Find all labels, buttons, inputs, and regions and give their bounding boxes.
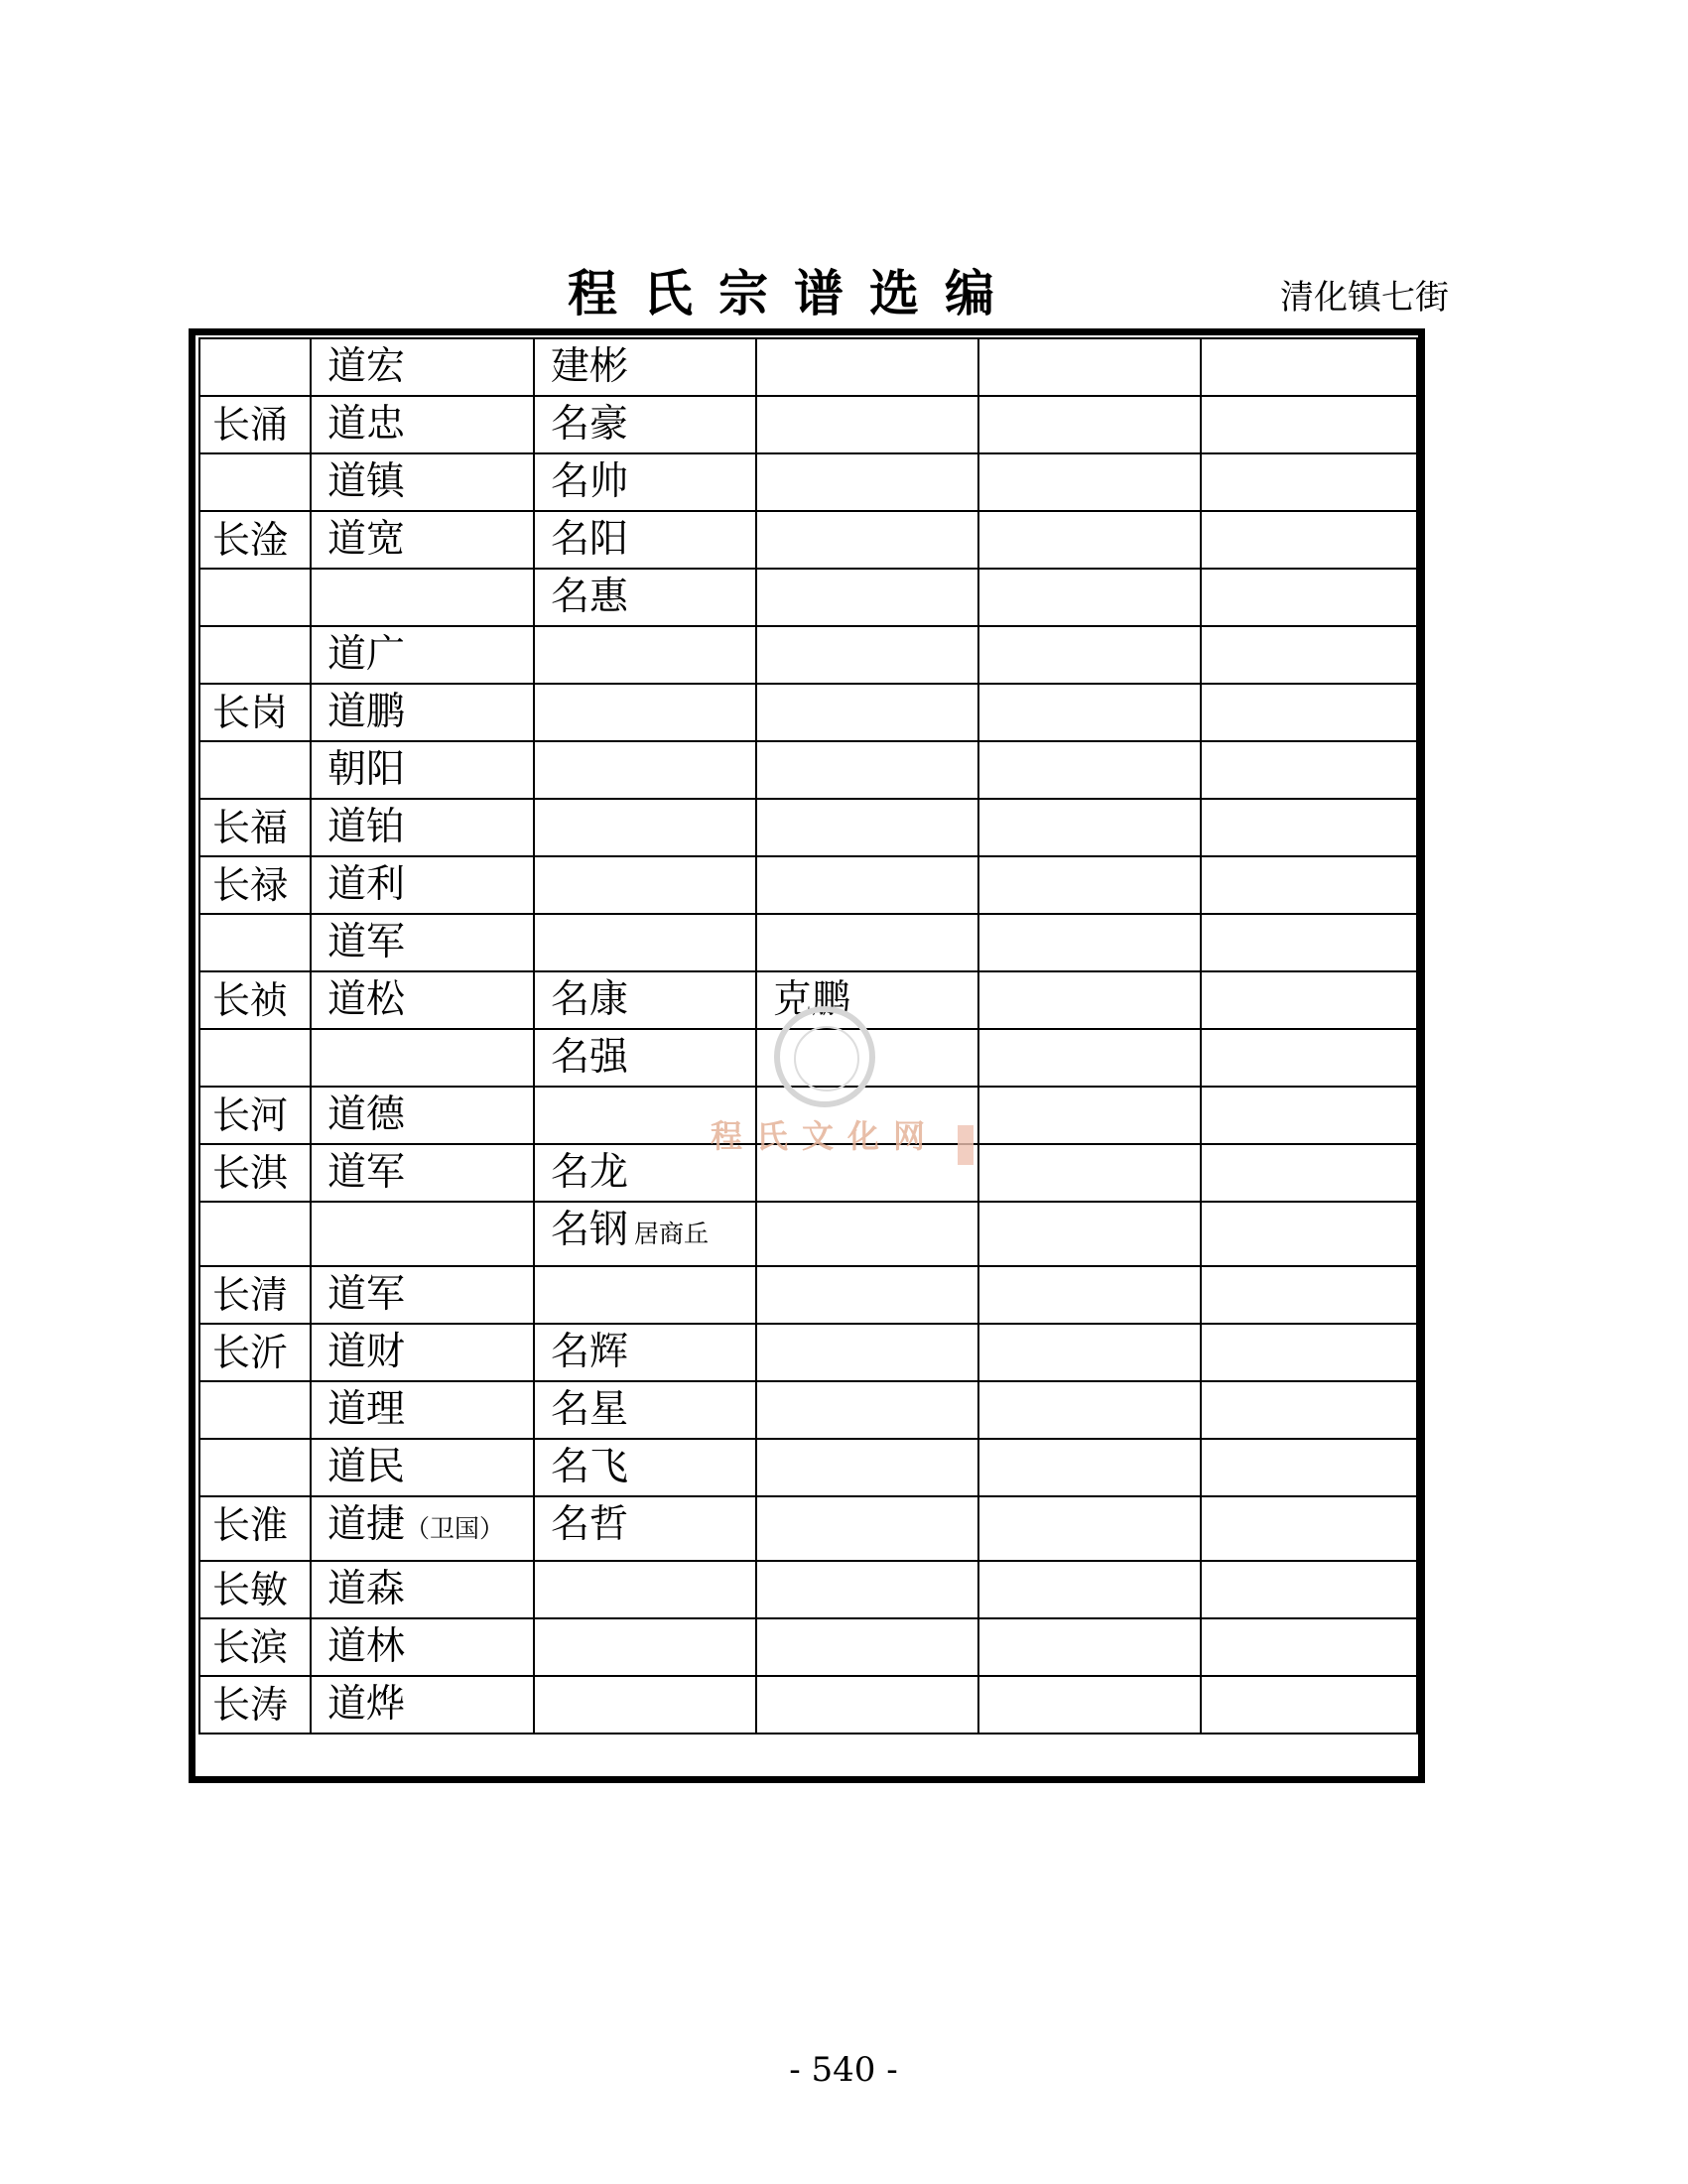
residence-note: 居商丘 — [634, 1220, 710, 1248]
table-row — [199, 1202, 1417, 1266]
table-cell — [1201, 1561, 1417, 1618]
table-cell — [756, 914, 978, 971]
table-cell — [534, 338, 756, 396]
elder-name: 长禄 — [212, 863, 289, 907]
table-cell — [756, 1381, 978, 1439]
table-cell — [978, 1439, 1201, 1496]
descendant-name: 道军 — [327, 920, 406, 964]
page-title: 程氏宗谱选编 — [568, 264, 1020, 322]
table-cell — [1201, 1618, 1417, 1676]
elder-name: 长涛 — [212, 1683, 289, 1727]
table-cell — [311, 569, 534, 626]
table-cell — [534, 626, 756, 684]
table-cell — [534, 1496, 756, 1561]
table-row — [199, 684, 1417, 741]
descendant-name: 道军 — [327, 1150, 406, 1195]
table-cell — [199, 1029, 311, 1087]
table-row — [199, 1618, 1417, 1676]
table-cell — [1201, 684, 1417, 741]
table-row — [199, 1676, 1417, 1734]
table-row — [199, 1324, 1417, 1381]
elder-name: 长清 — [212, 1273, 289, 1317]
table-cell — [199, 1439, 311, 1496]
table-cell — [311, 741, 534, 799]
table-cell — [756, 1202, 978, 1266]
table-cell — [756, 856, 978, 914]
table-cell — [1201, 338, 1417, 396]
table-cell — [978, 684, 1201, 741]
table-cell — [311, 1618, 534, 1676]
descendant-name: 道铂 — [327, 805, 406, 849]
table-cell — [534, 569, 756, 626]
elder-name: 长河 — [212, 1093, 289, 1137]
table-cell — [534, 1324, 756, 1381]
table-cell — [199, 1496, 311, 1561]
table-cell — [978, 1496, 1201, 1561]
table-cell — [199, 1266, 311, 1324]
descendant-name: 名康 — [551, 977, 629, 1022]
table-cell — [978, 338, 1201, 396]
table-cell — [199, 338, 311, 396]
table-cell — [534, 1561, 756, 1618]
table-cell — [1201, 914, 1417, 971]
table-cell — [311, 914, 534, 971]
table-cell — [534, 799, 756, 856]
descendant-name: 名星 — [551, 1387, 629, 1432]
table-cell — [199, 741, 311, 799]
elder-name: 长滨 — [212, 1625, 289, 1669]
table-cell — [1201, 856, 1417, 914]
descendant-name: 道德 — [327, 1092, 406, 1137]
table-cell — [1201, 1381, 1417, 1439]
table-cell — [1201, 511, 1417, 569]
table-row — [199, 799, 1417, 856]
table-cell — [534, 453, 756, 511]
table-cell — [199, 1144, 311, 1202]
table-cell — [199, 626, 311, 684]
table-cell — [534, 396, 756, 453]
table-cell — [978, 1618, 1201, 1676]
table-cell — [534, 684, 756, 741]
table-cell — [756, 1266, 978, 1324]
table-cell — [199, 1561, 311, 1618]
table-cell — [311, 856, 534, 914]
table-cell — [199, 569, 311, 626]
table-cell — [978, 971, 1201, 1029]
table-cell — [978, 1029, 1201, 1087]
table-cell — [978, 1676, 1201, 1734]
elder-name: 长淦 — [212, 518, 289, 562]
table-cell — [534, 1029, 756, 1087]
table-row — [199, 396, 1417, 453]
table-cell — [199, 1381, 311, 1439]
descendant-name: 道宽 — [327, 517, 406, 562]
table-cell — [1201, 396, 1417, 453]
table-cell — [199, 799, 311, 856]
table-cell — [1201, 1202, 1417, 1266]
table-cell — [311, 971, 534, 1029]
red-stamp — [958, 1125, 974, 1165]
descendant-name: 名哲 — [551, 1502, 629, 1547]
table-cell — [1201, 971, 1417, 1029]
table-row — [199, 626, 1417, 684]
descendant-name: 道财 — [327, 1330, 406, 1374]
elder-name: 长祯 — [212, 978, 289, 1022]
table-row — [199, 914, 1417, 971]
descendant-name: 朝阳 — [327, 747, 406, 792]
table-cell — [978, 856, 1201, 914]
descendant-name: 建彬 — [551, 344, 629, 389]
table-cell — [311, 1561, 534, 1618]
table-cell — [311, 1029, 534, 1087]
table-cell — [311, 1202, 534, 1266]
descendant-name: 名钢 — [551, 1208, 629, 1252]
table-row — [199, 511, 1417, 569]
elder-name: 长福 — [212, 806, 289, 849]
table-cell — [1201, 1266, 1417, 1324]
elder-name: 长岗 — [212, 691, 289, 734]
elder-name: 长涌 — [212, 403, 289, 447]
descendant-name: 道森 — [327, 1567, 406, 1611]
descendant-name: 名阳 — [551, 517, 629, 562]
table-cell — [311, 1676, 534, 1734]
table-cell — [1201, 569, 1417, 626]
descendant-name: 名帅 — [551, 459, 629, 504]
table-cell — [534, 1266, 756, 1324]
alias-note: （卫国） — [405, 1514, 505, 1543]
elder-name: 长淇 — [212, 1151, 289, 1195]
table-cell — [311, 1439, 534, 1496]
table-cell — [311, 1266, 534, 1324]
page-number: - 540 - — [789, 2050, 898, 2090]
table-cell — [534, 1381, 756, 1439]
descendant-name: 道宏 — [327, 344, 406, 389]
table-cell — [1201, 1324, 1417, 1381]
table-cell — [199, 511, 311, 569]
table-cell — [978, 396, 1201, 453]
table-cell — [978, 1144, 1201, 1202]
table-cell — [978, 914, 1201, 971]
table-cell — [1201, 1676, 1417, 1734]
table-cell — [756, 1561, 978, 1618]
table-cell — [199, 856, 311, 914]
table-cell — [756, 799, 978, 856]
descendant-name: 名强 — [551, 1035, 629, 1080]
table-cell — [311, 1144, 534, 1202]
table-cell — [978, 569, 1201, 626]
descendant-name: 道军 — [327, 1272, 406, 1317]
descendant-name: 道忠 — [327, 402, 406, 447]
table-cell — [978, 1561, 1201, 1618]
table-cell — [978, 1324, 1201, 1381]
table-row — [199, 569, 1417, 626]
table-cell — [978, 741, 1201, 799]
table-cell — [311, 1496, 534, 1561]
table-cell — [311, 1381, 534, 1439]
table-cell — [978, 799, 1201, 856]
table-cell — [756, 1618, 978, 1676]
descendant-name: 道烨 — [327, 1682, 406, 1727]
page-subtitle: 清化镇七街 — [1280, 278, 1449, 318]
table-cell — [199, 684, 311, 741]
descendant-name: 道镇 — [327, 459, 406, 504]
table-cell — [756, 1496, 978, 1561]
table-cell — [756, 1676, 978, 1734]
table-cell — [311, 799, 534, 856]
descendant-name: 名豪 — [551, 402, 629, 447]
table-cell — [534, 856, 756, 914]
table-cell — [311, 626, 534, 684]
descendant-name: 道捷 — [327, 1502, 406, 1547]
table-cell — [756, 626, 978, 684]
table-cell — [978, 511, 1201, 569]
table-cell — [534, 1202, 756, 1266]
table-cell — [311, 338, 534, 396]
table-row — [199, 338, 1417, 396]
table-cell — [199, 1202, 311, 1266]
table-row — [199, 856, 1417, 914]
table-cell — [534, 914, 756, 971]
descendant-name: 道民 — [327, 1445, 406, 1489]
table-cell — [199, 1087, 311, 1144]
table-cell — [311, 396, 534, 453]
table-cell — [1201, 453, 1417, 511]
descendant-name: 道林 — [327, 1624, 406, 1669]
seal-watermark — [774, 1006, 875, 1107]
descendant-name: 克鹏 — [773, 977, 851, 1022]
table-cell — [756, 569, 978, 626]
descendant-name: 道鹏 — [327, 690, 406, 734]
table-cell — [978, 453, 1201, 511]
descendant-name: 名飞 — [551, 1445, 629, 1489]
table-cell — [978, 626, 1201, 684]
table-cell — [756, 741, 978, 799]
table-cell — [756, 684, 978, 741]
table-cell — [1201, 799, 1417, 856]
table-cell — [199, 396, 311, 453]
table-cell — [1201, 626, 1417, 684]
table-cell — [756, 396, 978, 453]
table-row — [199, 741, 1417, 799]
table-row — [199, 1266, 1417, 1324]
table-cell — [978, 1381, 1201, 1439]
descendant-name: 道广 — [327, 632, 406, 677]
table-cell — [756, 453, 978, 511]
table-cell — [534, 1676, 756, 1734]
table-cell — [978, 1202, 1201, 1266]
table-cell — [199, 971, 311, 1029]
table-cell — [978, 1087, 1201, 1144]
table-cell — [311, 453, 534, 511]
table-row — [199, 1439, 1417, 1496]
table-cell — [1201, 1496, 1417, 1561]
table-row — [199, 1496, 1417, 1561]
descendant-name: 名惠 — [551, 575, 629, 619]
table-cell — [756, 338, 978, 396]
table-cell — [199, 914, 311, 971]
elder-name: 长敏 — [212, 1568, 289, 1611]
table-cell — [199, 1676, 311, 1734]
table-cell — [311, 1087, 534, 1144]
table-cell — [199, 453, 311, 511]
table-cell — [199, 1618, 311, 1676]
table-cell — [534, 741, 756, 799]
elder-name: 长沂 — [212, 1331, 289, 1374]
table-cell — [978, 1266, 1201, 1324]
site-watermark: 程氏文化网 — [711, 1117, 940, 1155]
seal-inner-ring — [794, 1026, 859, 1092]
table-cell — [756, 1324, 978, 1381]
table-cell — [1201, 1144, 1417, 1202]
table-row — [199, 453, 1417, 511]
table-cell — [1201, 741, 1417, 799]
table-cell — [534, 1439, 756, 1496]
table-cell — [534, 511, 756, 569]
descendant-name: 道利 — [327, 862, 406, 907]
table-cell — [311, 511, 534, 569]
table-cell — [199, 1324, 311, 1381]
descendant-name: 道松 — [327, 977, 406, 1022]
table-cell — [756, 511, 978, 569]
table-row — [199, 1561, 1417, 1618]
table-row — [199, 1381, 1417, 1439]
table-cell — [756, 1439, 978, 1496]
table-cell — [1201, 1029, 1417, 1087]
descendant-name: 道理 — [327, 1387, 406, 1432]
table-cell — [311, 684, 534, 741]
descendant-name: 名龙 — [551, 1150, 629, 1195]
table-cell — [534, 1618, 756, 1676]
table-cell — [1201, 1439, 1417, 1496]
elder-name: 长淮 — [212, 1503, 289, 1547]
descendant-name: 名辉 — [551, 1330, 629, 1374]
table-cell — [534, 971, 756, 1029]
table-cell — [311, 1324, 534, 1381]
table-cell — [1201, 1087, 1417, 1144]
